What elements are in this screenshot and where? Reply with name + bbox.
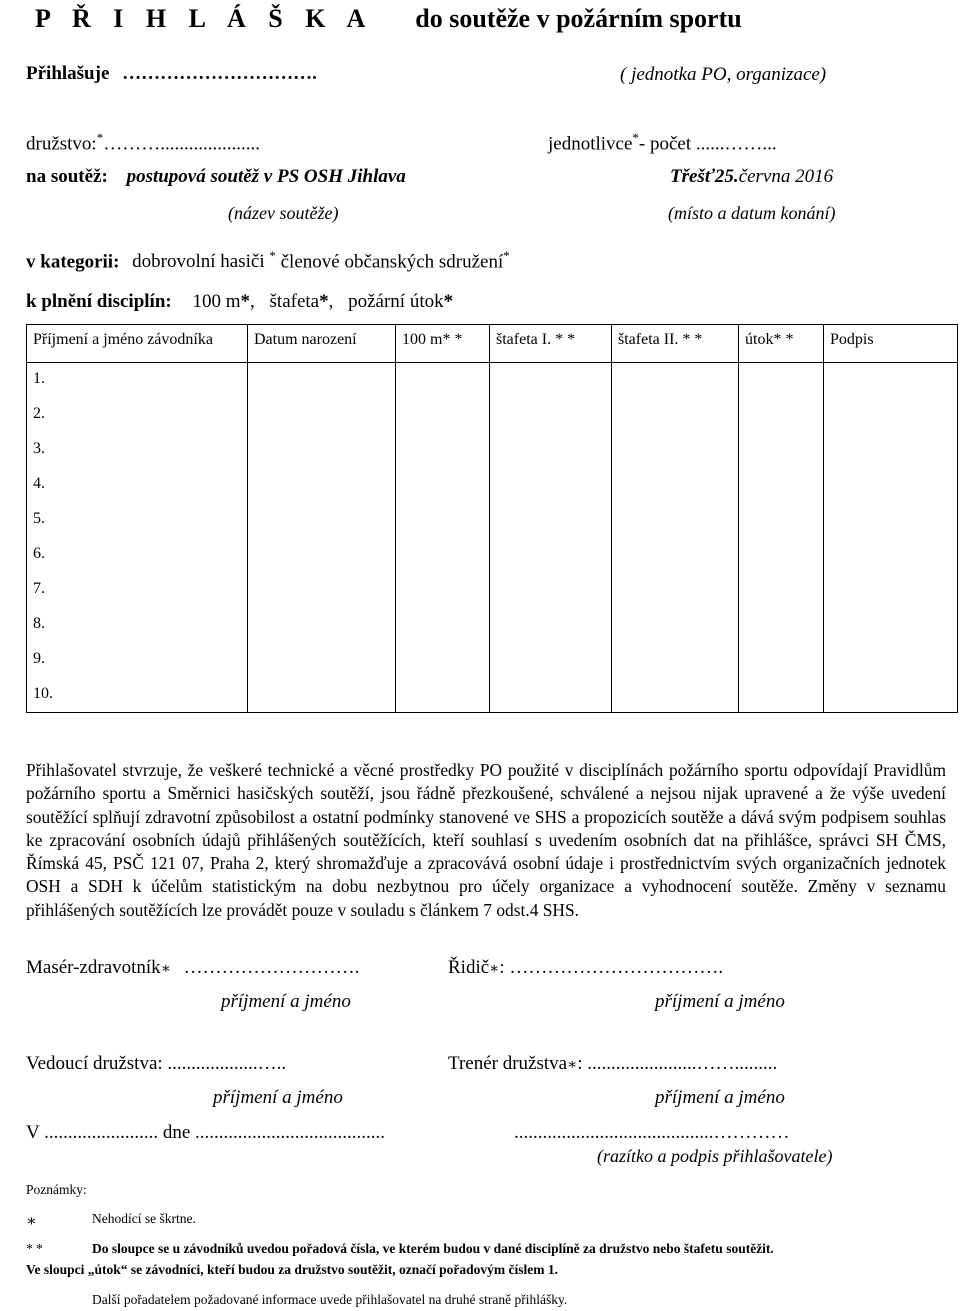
driver-hint: příjmení a jméno bbox=[655, 991, 785, 1012]
table-row bbox=[27, 433, 958, 468]
page-title bbox=[35, 4, 742, 34]
declaration-text: Přihlašovatel stvrzuje, že veškeré technické a věcné prostředky PO použité v disciplínách požárního sportu odpovídají Pravidlům požárního sportu a Směrnici hasičských soutěží, jsou řádně přezkoušené, schválené a nejsou nijak upravené a že výše uvedení soutěžící splňují zdravotní způsobilost a ostatní podmínky stanovené ve SHS a propozicích soutěže a dává svým podpisem souhlas ke zpracování osobních údajů přihlášených soutěžících, kteří souhlasí s uvedením osobních dat na přihlášce, správci SH ČMS, Římská 45, PSČ 121 07, Praha 2, který shromažďuje a zpracovává osobní údaje i prostřednictvím svých organizačních jednotek OSH a SDH k účelům statistickým na dobu nezbytnou pro účely organizace a vyhodnocení soutěže. Změny v seznamu přihlášených soutěžících lze provádět pouze v souladu s článkem 7 odst.4 SHS. bbox=[26, 760, 946, 920]
table-cell[interactable] bbox=[739, 468, 824, 503]
table-cell[interactable] bbox=[612, 433, 739, 468]
table-cell[interactable] bbox=[396, 433, 490, 468]
table-row bbox=[27, 398, 958, 433]
note-4: Další pořadatelem požadované informace uvede přihlašovatel na druhé straně přihlášky. bbox=[92, 1292, 568, 1307]
table-cell[interactable] bbox=[248, 503, 396, 538]
table-cell[interactable] bbox=[824, 363, 958, 398]
table-header-row bbox=[27, 325, 958, 363]
discipline-attack: požární útok bbox=[348, 291, 444, 312]
category-label: v kategorii: bbox=[26, 251, 120, 273]
team-label: družstvo: bbox=[26, 133, 97, 155]
col-signature: Podpis bbox=[824, 325, 958, 363]
competition-name-hint: (název soutěže) bbox=[228, 203, 339, 223]
applicant-line bbox=[26, 63, 317, 85]
table-cell[interactable] bbox=[824, 398, 958, 433]
table-cell[interactable] bbox=[824, 678, 958, 713]
table-cell[interactable] bbox=[824, 643, 958, 678]
driver-line bbox=[448, 957, 723, 979]
trainer-hint: příjmení a jméno bbox=[655, 1087, 785, 1108]
table-cell[interactable] bbox=[490, 573, 612, 608]
table-cell[interactable] bbox=[248, 608, 396, 643]
table-row bbox=[27, 468, 958, 503]
table-cell[interactable] bbox=[739, 678, 824, 713]
table-cell[interactable] bbox=[612, 468, 739, 503]
table-cell[interactable] bbox=[612, 678, 739, 713]
competition-line bbox=[26, 166, 406, 188]
table-cell[interactable] bbox=[396, 643, 490, 678]
table-cell[interactable] bbox=[490, 363, 612, 398]
individuals-label: jednotlivce bbox=[548, 133, 633, 155]
table-cell[interactable] bbox=[248, 363, 396, 398]
category-mark1: * bbox=[269, 248, 276, 263]
category-opt2: členové občanských sdružení bbox=[280, 251, 504, 273]
table-row bbox=[27, 363, 958, 398]
col-birthdate: Datum narození bbox=[248, 325, 396, 363]
trainer-line bbox=[448, 1053, 777, 1075]
team-dots: ………..................... bbox=[103, 133, 260, 155]
masseur-dots: ………………………. bbox=[183, 957, 360, 978]
table-cell[interactable] bbox=[248, 433, 396, 468]
driver-star: ∗ bbox=[489, 961, 500, 977]
count-label: - počet bbox=[638, 133, 692, 155]
table-row bbox=[27, 678, 958, 713]
sep-1: , bbox=[250, 291, 255, 312]
row-number: 6. bbox=[27, 538, 248, 573]
driver-dots: : ……………………………. bbox=[499, 957, 724, 978]
discipline-relay-mark: * bbox=[319, 291, 329, 312]
applicant-label: Přihlašuje bbox=[26, 63, 110, 84]
table-cell[interactable] bbox=[490, 398, 612, 433]
stamp-hint: (razítko a podpis přihlašovatele) bbox=[597, 1146, 833, 1166]
disciplines-label: k plnění disciplín: bbox=[26, 291, 172, 312]
row-number: 3. bbox=[27, 433, 248, 468]
table-row bbox=[27, 573, 958, 608]
table-cell[interactable] bbox=[824, 538, 958, 573]
table-row bbox=[27, 608, 958, 643]
table-cell[interactable] bbox=[824, 608, 958, 643]
row-number: 9. bbox=[27, 643, 248, 678]
category-line bbox=[26, 248, 510, 273]
table-cell[interactable] bbox=[739, 433, 824, 468]
table-cell[interactable] bbox=[612, 573, 739, 608]
note-1-mark: ∗ bbox=[26, 1213, 37, 1230]
table-cell[interactable] bbox=[739, 643, 824, 678]
table-cell[interactable] bbox=[612, 538, 739, 573]
notes-label: Poznámky: bbox=[26, 1182, 87, 1197]
table-cell[interactable] bbox=[396, 538, 490, 573]
table-cell[interactable] bbox=[490, 678, 612, 713]
table-cell[interactable] bbox=[490, 538, 612, 573]
masseur-star: ∗ bbox=[160, 961, 171, 977]
col-100m: 100 m* * bbox=[396, 325, 490, 363]
table-cell[interactable] bbox=[490, 433, 612, 468]
discipline-100m-mark: * bbox=[240, 291, 251, 312]
table-cell[interactable] bbox=[396, 608, 490, 643]
disciplines-line bbox=[26, 291, 453, 313]
masseur-label: Masér-zdravotník bbox=[26, 957, 161, 978]
applicant-hint: ( jednotka PO, organizace) bbox=[620, 64, 827, 85]
discipline-100m: 100 m bbox=[192, 291, 241, 312]
leader-hint: příjmení a jméno bbox=[213, 1087, 343, 1108]
team-mark: * bbox=[96, 130, 104, 145]
table-cell[interactable] bbox=[248, 538, 396, 573]
row-number: 1. bbox=[27, 363, 248, 398]
row-number: 2. bbox=[27, 398, 248, 433]
col-name: Příjmení a jméno závodníka bbox=[27, 325, 248, 363]
applicant-dots: …………………………. bbox=[122, 63, 317, 84]
driver-label: Řidič bbox=[448, 957, 490, 978]
trainer-dots: : .......................……......... bbox=[577, 1053, 778, 1074]
col-relay-1: štafeta I. * * bbox=[490, 325, 612, 363]
place-date-line: V ........................ dne ........................................ bbox=[26, 1122, 386, 1143]
table-cell[interactable] bbox=[824, 433, 958, 468]
table-cell[interactable] bbox=[824, 573, 958, 608]
team-line bbox=[26, 130, 260, 155]
leader-line: Vedoucí družstva: ...................….. bbox=[26, 1053, 287, 1074]
discipline-relay: štafeta bbox=[269, 291, 320, 312]
category-opt1: dobrovolní hasiči bbox=[132, 251, 265, 273]
row-number: 5. bbox=[27, 503, 248, 538]
masseur-hint: příjmení a jméno bbox=[221, 991, 351, 1012]
table-cell[interactable] bbox=[490, 608, 612, 643]
table-row bbox=[27, 538, 958, 573]
table-cell[interactable] bbox=[396, 503, 490, 538]
row-number: 4. bbox=[27, 468, 248, 503]
stamp-dots: ..........................................………… bbox=[514, 1122, 790, 1143]
table-cell[interactable] bbox=[396, 468, 490, 503]
count-dots: ......……... bbox=[695, 133, 777, 155]
table-cell[interactable] bbox=[396, 573, 490, 608]
competition-date: června 2016 bbox=[738, 166, 834, 187]
table-cell[interactable] bbox=[248, 678, 396, 713]
note-1 bbox=[26, 1211, 196, 1231]
table-cell[interactable] bbox=[248, 398, 396, 433]
individuals-mark: * bbox=[632, 130, 639, 145]
category-mark2: * bbox=[503, 248, 510, 263]
individuals-line bbox=[548, 130, 777, 155]
table-cell[interactable] bbox=[248, 573, 396, 608]
note-2-mark: * * bbox=[26, 1241, 43, 1256]
sep-2: , bbox=[328, 291, 334, 312]
table-cell[interactable] bbox=[396, 398, 490, 433]
table-cell[interactable] bbox=[396, 678, 490, 713]
competition-place-date bbox=[670, 166, 833, 188]
trainer-star: ∗ bbox=[567, 1057, 578, 1073]
row-number: 8. bbox=[27, 608, 248, 643]
competition-place-hint: (místo a datum konání) bbox=[668, 203, 836, 223]
table-row bbox=[27, 643, 958, 678]
table-cell[interactable] bbox=[248, 643, 396, 678]
row-number: 7. bbox=[27, 573, 248, 608]
table-cell[interactable] bbox=[612, 608, 739, 643]
table-cell[interactable] bbox=[612, 363, 739, 398]
trainer-label: Trenér družstva bbox=[448, 1053, 568, 1074]
masseur-line bbox=[26, 957, 359, 979]
note-2 bbox=[26, 1241, 774, 1257]
note-1-text: Nehodící se škrtne. bbox=[92, 1211, 196, 1226]
table-cell[interactable] bbox=[739, 398, 824, 433]
col-attack: útok* * bbox=[739, 325, 824, 363]
competition-label: na soutěž: bbox=[26, 166, 108, 187]
table-cell[interactable] bbox=[739, 538, 824, 573]
table-cell[interactable] bbox=[739, 573, 824, 608]
table-cell[interactable] bbox=[396, 363, 490, 398]
table-cell[interactable] bbox=[490, 643, 612, 678]
col-relay-2: štafeta II. * * bbox=[612, 325, 739, 363]
discipline-attack-mark: * bbox=[443, 291, 454, 312]
table-cell[interactable] bbox=[612, 398, 739, 433]
table-cell[interactable] bbox=[824, 503, 958, 538]
competition-place: Třešť25. bbox=[670, 166, 739, 187]
table-cell[interactable] bbox=[490, 503, 612, 538]
title-subtitle: do soutěže v požárním sportu bbox=[415, 4, 742, 33]
note-3: Ve sloupci „útok“ se závodníci, kteří budou za družstvo soutěžit, označí pořadovým číslem 1. bbox=[26, 1262, 559, 1277]
table-cell[interactable] bbox=[612, 503, 739, 538]
table-cell[interactable] bbox=[739, 608, 824, 643]
row-number: 10. bbox=[27, 678, 248, 713]
competitor-table bbox=[26, 324, 958, 713]
table-cell[interactable] bbox=[739, 503, 824, 538]
table-cell[interactable] bbox=[490, 468, 612, 503]
table-cell[interactable] bbox=[824, 468, 958, 503]
table-cell[interactable] bbox=[612, 643, 739, 678]
competition-name: postupová soutěž v PS OSH Jihlava bbox=[126, 166, 406, 187]
note-2-text: Do sloupce se u závodníků uvedou pořadová čísla, ve kterém budou v dané disciplíně za družstvo nebo štafetu soutěžit. bbox=[92, 1241, 774, 1256]
table-row bbox=[27, 503, 958, 538]
table-cell[interactable] bbox=[739, 363, 824, 398]
table-cell[interactable] bbox=[248, 468, 396, 503]
title-main: P Ř I H L Á Š K A bbox=[35, 4, 374, 33]
